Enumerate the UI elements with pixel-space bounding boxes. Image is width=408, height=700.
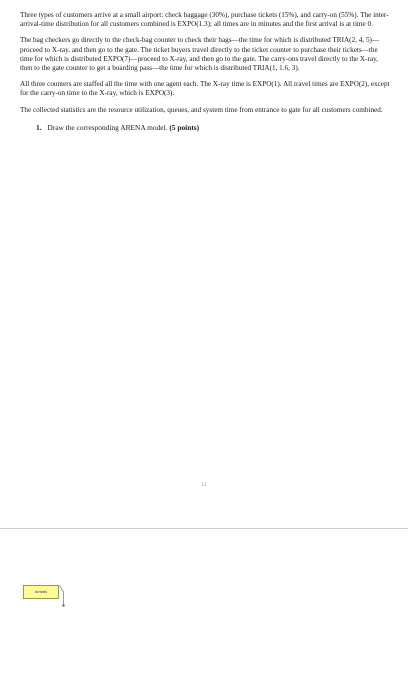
arrivals-create-module[interactable] bbox=[23, 585, 59, 599]
paragraph-customer-types: Three types of customers arrive at a small airport: check baggage (30%), purchase tickets (15%), and carry-on (55%). The inter-arrival-time distribution for all customers combined is EXPO(1.3); all times are in minutes and the first arrival is at time 0. bbox=[20, 11, 389, 29]
question-points: (5 points) bbox=[169, 122, 200, 132]
module-exit-connector-icon[interactable] bbox=[59, 585, 65, 607]
paragraph-statistics: The collected statistics are the resource utilization, queues, and system time from entrance to gate for all customers combined. bbox=[20, 105, 383, 114]
paragraph-process-flow: The bag checkers go directly to the check-bag counter to check their bags—the time for which is distributed TRIA(2, 4, 5)—proceed to X-ray, and then go to the gate. The ticket buyers travel directly to the ticket counter to purchase their tickets—the time for which is distributed EXPO(7)—proceed to X-ray, and then go to the gate. The carry-ons travel directly to the X-ray, then to the gate counter to get a boarding pass—the time for which is distributed TRIA(1, 1.6, 3). bbox=[20, 36, 380, 73]
question-1 bbox=[36, 123, 390, 132]
page-number: 12 bbox=[201, 482, 207, 488]
paragraph-staffing: All three counters are staffed all the time with one agent each. The X-ray time is EXPO(1). All travel times are EXPO(2), except for the carry-on time to the X-ray, which is EXPO(3). bbox=[20, 80, 390, 98]
question-text: Draw the corresponding ARENA model. bbox=[47, 122, 168, 132]
document-content bbox=[20, 11, 390, 132]
question-number: 1. bbox=[36, 122, 42, 132]
model-canvas[interactable] bbox=[0, 529, 408, 700]
module-label: Arrivals bbox=[35, 590, 47, 594]
